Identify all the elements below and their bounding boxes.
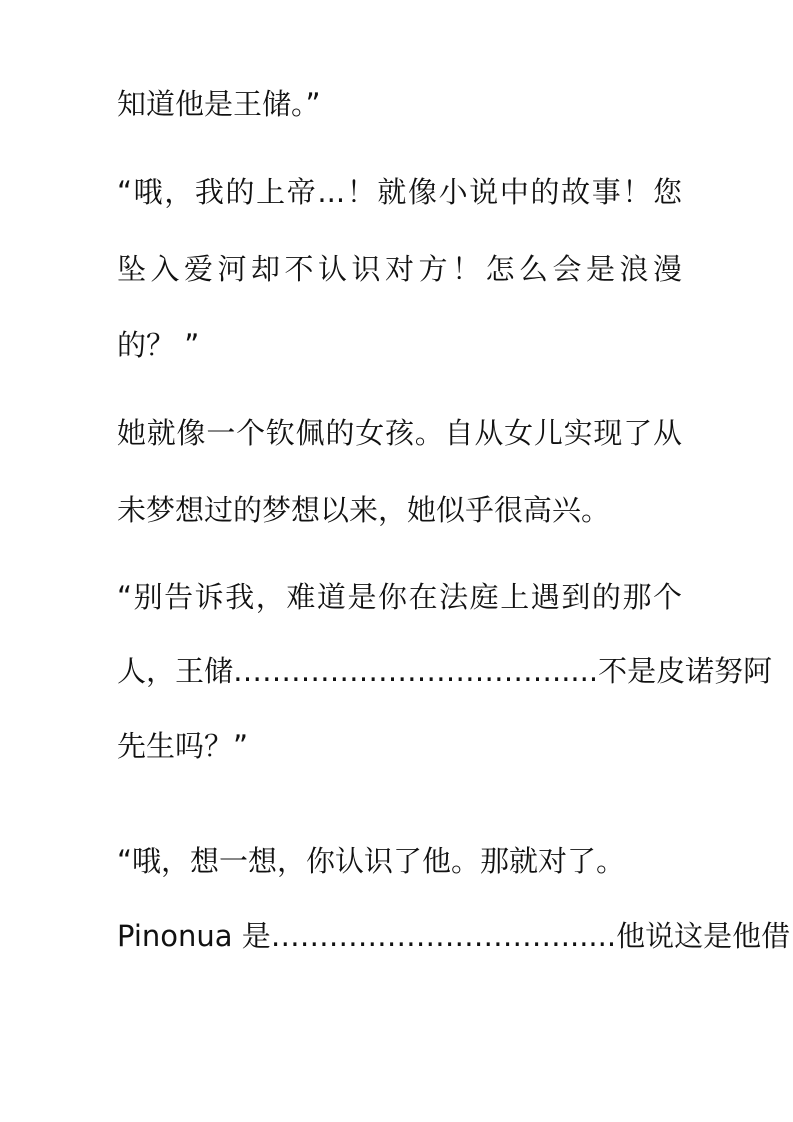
text-line: “别告诉我，难道是你在法庭上遇到的那个 bbox=[117, 580, 682, 614]
text-line: 她就像一个钦佩的女孩。自从女儿实现了从 bbox=[117, 416, 682, 450]
text-line: “哦，想一想，你认识了他。那就对了。 bbox=[117, 844, 626, 878]
text-line: 人，王储…………………………….....不是皮诺努阿 bbox=[117, 654, 773, 688]
text-line: 先生吗？” bbox=[117, 729, 249, 763]
text-line: Pinonua 是…………………………......他说这是他借 bbox=[117, 919, 791, 953]
text-line: “哦，我的上帝...！就像小说中的故事！您 bbox=[117, 175, 682, 209]
text-line: 坠入爱河却不认识对方！怎么会是浪漫 bbox=[117, 252, 682, 286]
text-line: 的？ ” bbox=[117, 328, 200, 362]
text-line: 知道他是王储。” bbox=[117, 87, 321, 121]
text-line: 未梦想过的梦想以来，她似乎很高兴。 bbox=[117, 493, 611, 527]
